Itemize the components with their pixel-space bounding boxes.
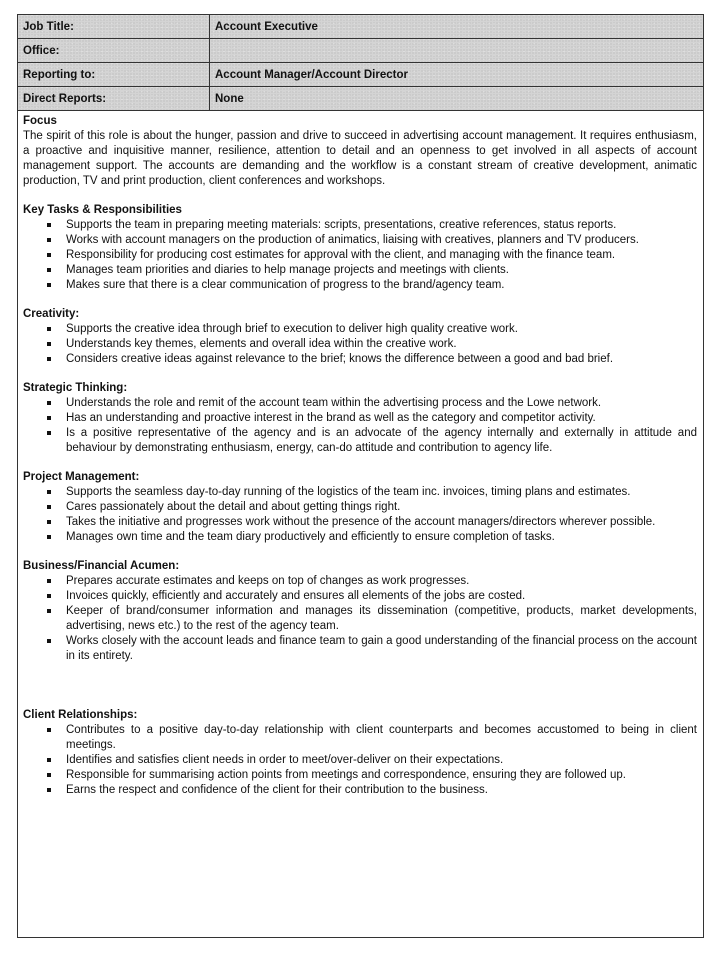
list-item: Understands the role and remit of the account team within the advertising process and the Lowe network. bbox=[23, 396, 697, 411]
list-item: Considers creative ideas against relevance to the brief; knows the difference between a good and bad brief. bbox=[23, 352, 697, 367]
list-item: Cares passionately about the detail and about getting things right. bbox=[23, 500, 697, 515]
job-title-label: Job Title: bbox=[18, 15, 210, 39]
list-item: Contributes to a positive day-to-day relationship with client counterparts and becomes accustomed to being in client meetings. bbox=[23, 723, 697, 753]
list-item: Invoices quickly, efficiently and accurately and ensures all elements of the jobs are costed. bbox=[23, 589, 697, 604]
creativity-title: Creativity: bbox=[23, 308, 80, 320]
project-management-title: Project Management: bbox=[23, 471, 140, 483]
creativity-list bbox=[23, 322, 697, 367]
list-item: Responsibility for producing cost estimates for approval with the client, and managing with the finance team. bbox=[23, 248, 697, 263]
client-relationships-list bbox=[23, 723, 697, 798]
list-item: Responsible for summarising action points from meetings and correspondence, ensuring they are followed up. bbox=[23, 768, 697, 783]
focus-title: Focus bbox=[23, 115, 57, 127]
creativity-section bbox=[23, 307, 697, 367]
reporting-to-value: Account Manager/Account Director bbox=[210, 63, 704, 87]
list-item: Keeper of brand/consumer information and manages its dissemination (competitive, products, market developments, advertising, news etc.) to the rest of the agency team. bbox=[23, 604, 697, 634]
list-item: Prepares accurate estimates and keeps on top of changes as work progresses. bbox=[23, 574, 697, 589]
focus-section bbox=[23, 114, 697, 189]
key-tasks-title: Key Tasks & Responsibilities bbox=[23, 204, 182, 216]
direct-reports-value: None bbox=[210, 87, 704, 111]
reporting-to-label: Reporting to: bbox=[18, 63, 210, 87]
key-tasks-list bbox=[23, 218, 697, 293]
job-info-table bbox=[17, 14, 704, 111]
list-item: Makes sure that there is a clear communication of progress to the brand/agency team. bbox=[23, 278, 697, 293]
office-value bbox=[210, 39, 704, 63]
list-item: Supports the team in preparing meeting materials: scripts, presentations, creative references, status reports. bbox=[23, 218, 697, 233]
job-title-value: Account Executive bbox=[210, 15, 704, 39]
list-item: Supports the creative idea through brief to execution to deliver high quality creative work. bbox=[23, 322, 697, 337]
list-item: Has an understanding and proactive interest in the brand as well as the category and competitor activity. bbox=[23, 411, 697, 426]
key-tasks-section bbox=[23, 203, 697, 293]
strategic-thinking-section bbox=[23, 381, 697, 456]
business-financial-title: Business/Financial Acumen: bbox=[23, 560, 180, 572]
list-item: Manages own time and the team diary productively and efficiently to ensure completion of tasks. bbox=[23, 530, 697, 545]
job-description-document bbox=[17, 14, 704, 938]
list-item: Supports the seamless day-to-day running of the logistics of the team inc. invoices, timing plans and estimates. bbox=[23, 485, 697, 500]
list-item: Manages team priorities and diaries to help manage projects and meetings with clients. bbox=[23, 263, 697, 278]
document-body bbox=[18, 111, 703, 798]
project-management-list bbox=[23, 485, 697, 545]
list-item: Understands key themes, elements and overall idea within the creative work. bbox=[23, 337, 697, 352]
reporting-to-row bbox=[18, 63, 704, 87]
office-row bbox=[18, 39, 704, 63]
strategic-thinking-title: Strategic Thinking: bbox=[23, 382, 128, 394]
business-financial-section bbox=[23, 559, 697, 664]
project-management-section bbox=[23, 470, 697, 545]
list-item: Identifies and satisfies client needs in order to meet/over-deliver on their expectations. bbox=[23, 753, 697, 768]
job-title-row bbox=[18, 15, 704, 39]
list-item: Works closely with the account leads and finance team to gain a good understanding of the financial process on the account in its entirety. bbox=[23, 634, 697, 664]
list-item: Takes the initiative and progresses work without the presence of the account managers/directors wherever possible. bbox=[23, 515, 697, 530]
direct-reports-row bbox=[18, 87, 704, 111]
list-item: Is a positive representative of the agency and is an advocate of the agency internally and externally in attitude and behaviour by demonstrating enthusiasm, energy, can-do attitude and contribution to agency life. bbox=[23, 426, 697, 456]
client-relationships-title: Client Relationships: bbox=[23, 709, 138, 721]
focus-text: The spirit of this role is about the hunger, passion and drive to succeed in advertising account management. It requires enthusiasm, a proactive and inquisitive manner, resilience, attention to detail and an openness to get involved in all aspects of account management support. The accounts are demanding and the workflow is a constant stream of creative development, animatic production, TV and print production, client conferences and workshops. bbox=[23, 130, 697, 187]
list-item: Earns the respect and confidence of the client for their contribution to the business. bbox=[23, 783, 697, 798]
business-financial-list bbox=[23, 574, 697, 664]
strategic-thinking-list bbox=[23, 396, 697, 456]
direct-reports-label: Direct Reports: bbox=[18, 87, 210, 111]
client-relationships-section bbox=[23, 708, 697, 798]
list-item: Works with account managers on the production of animatics, liaising with creatives, planners and TV producers. bbox=[23, 233, 697, 248]
office-label: Office: bbox=[18, 39, 210, 63]
